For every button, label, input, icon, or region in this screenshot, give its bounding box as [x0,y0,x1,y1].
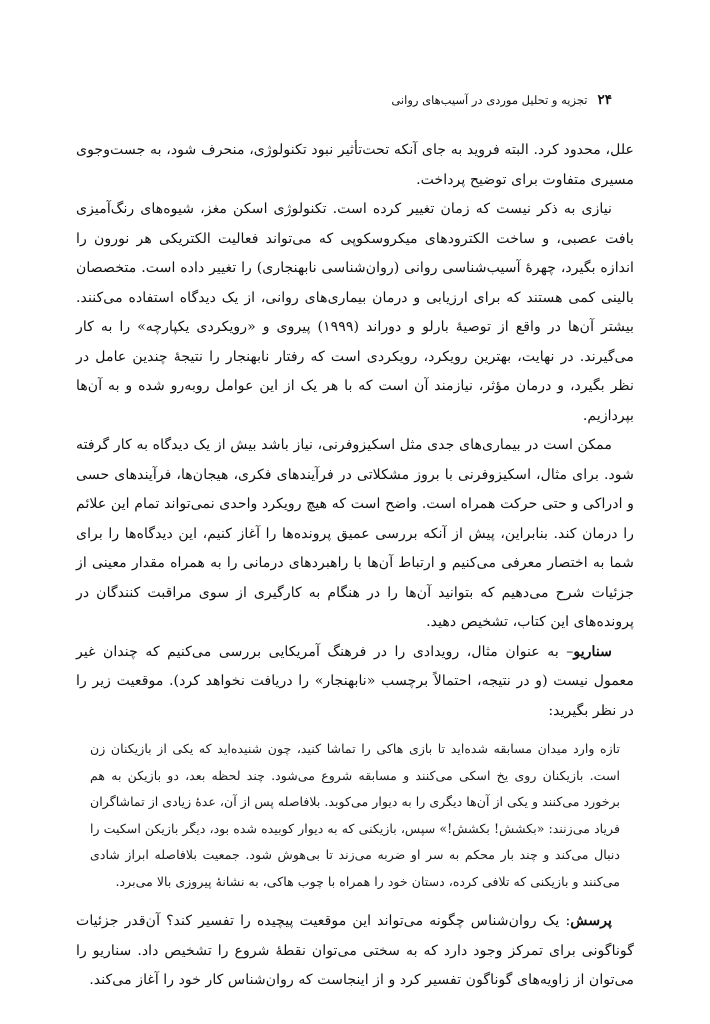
scenario-paragraph [76,638,634,727]
book-title: تجزیه و تحلیل موردی در آسیب‌های روانی [391,93,588,107]
scenario-box: تازه وارد میدان مسابقه شده‌اید تا بازی هاکی را تماشا کنید، چون شنیده‌اید که یکی از بازیکنان زن است. بازیکنان روی یخ اسکی می‌کنند و مسابقه شروع می‌شود. چند لحظه بعد، دو بازیکن به هم برخورد می‌کنند و یکی از آن‌ها دیگری را به دیوار می‌کوبد. بلافاصله پس از آن، عدهٔ زیادی از تماشاگران فریاد می‌زنند: «بکشش! بکشش!» سپس، بازیکنی که به دیوار کوبیده شده بود، دیگر بازیکن اسکیت را دنبال می‌کند و چند بار محکم به سر او ضربه می‌زند تا بی‌هوش شود. جمعیت بلافاصله ابراز شادی می‌کنند و بازیکنی که تلافی کرده، دستان خود را همراه با چوب هاکی، به نشانهٔ پیروزی بالا می‌برد. [90,741,620,889]
question-term: پرسش [570,913,612,929]
scenario-intro: – به عنوان مثال، رویدادی را در فرهنگ آمریکایی بررسی می‌کنیم که چندان غیر معمول نیست (و در نتیجه، احتمالاً برچسب «نابهنجار» را دریافت نخواهد کرد). موقعیت زیر را در نظر بگیرید: [76,643,634,719]
body-text [76,136,634,996]
question-text: : یک روان‌شناس چگونه می‌تواند این موقعیت پیچیده را تفسیر کند؟ آن‌قدر جزئیات گوناگونی برای تمرکز وجود دارد که به سختی می‌توان نقطهٔ شروع را تشخیص داد. سناریو را می‌توان از زاویه‌های گوناگون تفسیر کرد و از اینجاست که روان‌شناس کار خود را آغاز می‌کند. [76,913,634,988]
paragraph-3: ممکن است در بیماری‌های جدی مثل اسکیزوفرنی، نیاز باشد بیش از یک دیدگاه به کار گرفته شود. برای مثال، اسکیزوفرنی با بروز مشکلاتی در فرآیندهای فکری، هیجان‌ها، فرآیندهای حسی و ادراکی و حتی حرکت همراه است. واضح است که هیچ رویکرد واحدی نمی‌تواند تمام این علائم را درمان کند. بنابراین، پیش از آنکه بررسی عمیق پرونده‌ها را آغاز کنیم، این دیدگاه‌ها را برای شما به اختصار معرفی می‌کنیم و ارتباط آن‌ها با راهبردهای درمانی را به همراه مقدار معینی از جزئیات شرح می‌دهیم که بتوانید آن‌ها را در هنگام به کارگیری از سوی مراقبت کنندگان در پرونده‌های این کتاب، تشخیص دهید. [76,437,634,630]
page-number: ۲۴ [597,92,612,108]
paragraph-1: علل، محدود کرد. البته فروید به جای آنکه تحت‌تأثیر نبود تکنولوژی، منحرف شود، به جست‌وجوی مسیری متفاوت برای توضیح پرداخت. [76,142,634,188]
scenario-term: سناریو [573,643,612,660]
question-paragraph [76,907,634,996]
paragraph-2: نیازی به ذکر نیست که زمان تغییر کرده است. تکنولوژی اسکن مغز، شیوه‌های رنگ‌آمیزی بافت عصبی، و ساخت الکترودهای میکروسکوپی که می‌تواند فعالیت الکتریکی هر نورون را اندازه بگیرد، چهرهٔ آسیب‌شناسی روانی (روان‌شناسی نابهنجاری) را تغییر داده است. متخصصان بالینی کمی هستند که برای ارزیابی و درمان بیماری‌های روانی، از یک دیدگاه استفاده می‌کنند. بیشتر آن‌ها در واقع از توصیهٔ بارلو و دوراند (۱۹۹۹) پیروی و «رویکردی یکپارچه» را به کار می‌گیرند. در نهایت، بهترین رویکرد، رویکردی است که رفتار نابهنجار را نتیجهٔ چندین عامل در نظر بگیرد، و درمان مؤثر، نیازمند آن است که با هر یک از این عوامل روبه‌رو شده و به آن‌ها بپردازیم. [76,201,634,424]
running-header [98,92,612,108]
